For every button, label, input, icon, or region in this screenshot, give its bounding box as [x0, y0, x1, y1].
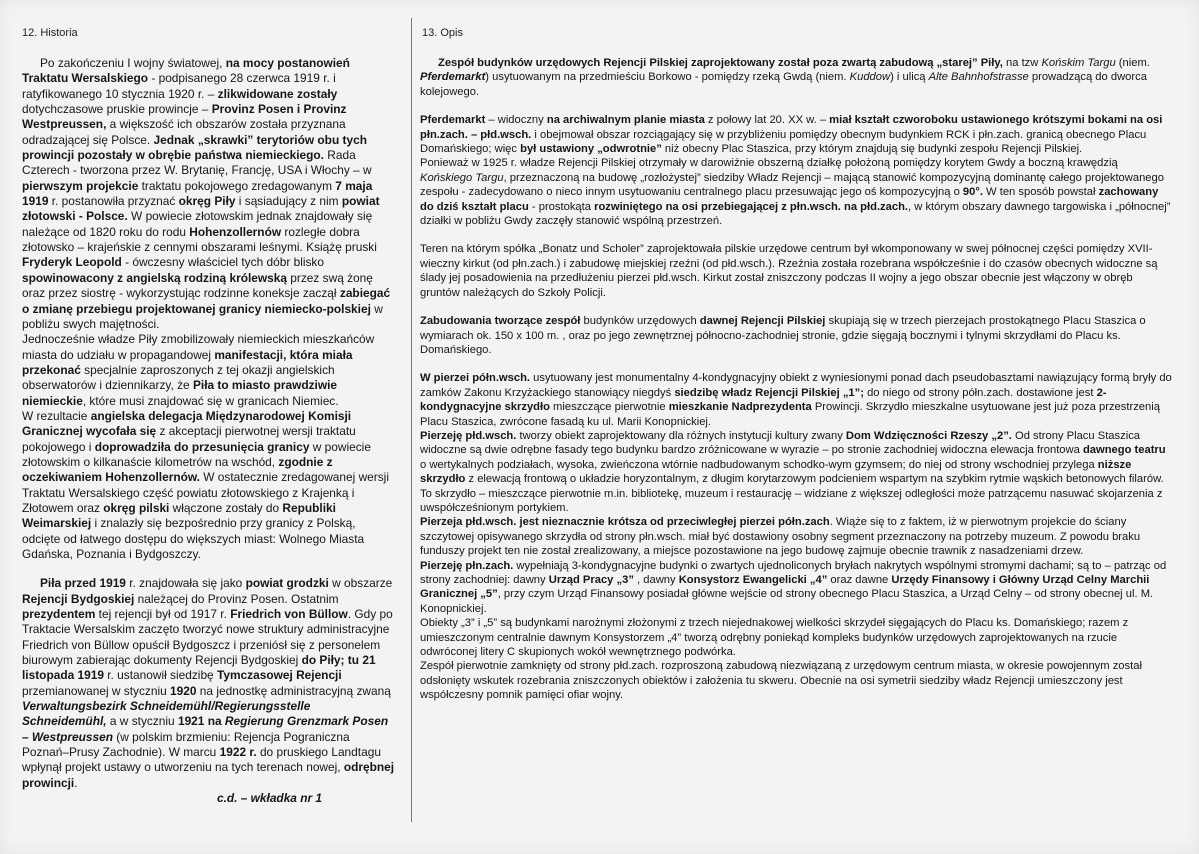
text-run: Piła przed 1919 [40, 576, 126, 591]
text-run: Obiekty „3” i „5” są budynkami narożnymi złożonymi z trzech niejednakowej wielkości skrzydeł sięgających do Placu ks. Domańskiego; razem z umieszczonym centralnie dawnym Konsystorzem „4” tworzą odrębny poniekąd kompleks budynków urzędowych zaprojektowanych na rzucie odwróconej litery C skupionych wokół wewnętrznego podwórka. [420, 617, 1129, 659]
text-run: z akceptacji pierwotnej wersji traktatu pokojowego i [22, 424, 356, 454]
text-run: do pruskiego Landtagu wpłynął projekt ustawy o utworzeniu na tych terenach nowej, [22, 745, 381, 775]
page-number-right: 13. Opis [422, 27, 463, 39]
text-run: W pierzei półn.wsch. [420, 372, 531, 385]
text-run: w pobliżu swych majętności. [22, 301, 383, 331]
text-run: 1921 na [177, 714, 225, 729]
text-run: ) usytuowanym na przedmieściu Borkowo - pomiędzy rzeką Gwdą (niem. [485, 71, 850, 84]
text-run: Alte Bahnhofstrasse [928, 71, 1029, 84]
text-run: z elewacją frontową o układzie horyzontalnym, z długim korytarzowym podcieniem wspartym na szybkim rytmie wąskich betonowych filarów. To skrzydło – mieszczące pierwotnie m.in. bibliotekę, muzeum i restaurację – widziane z większej odległości może patrzącemu nasuwać skojarzenia z uwspółcześnionym portykiem. [420, 473, 1164, 514]
text-run: dawnej Rejencji Pilskiej [699, 315, 826, 328]
text-run: o wertykalnych podziałach, wysoka, zwieńczona wtórnie nadbudowanym schodko-wym gzymsem; do niej od strony wschodniej przylega [420, 458, 1098, 471]
text-run: rozległe dobra złotowsko – krajeńskie z cennymi obszarami leśnymi. Książę pruski [22, 224, 377, 255]
text-run: - ówczesny właściciel tych dóbr blisko [121, 255, 324, 270]
text-run: w obszarze [328, 576, 393, 591]
text-run: powiat grodzki [245, 576, 329, 591]
text-run: Prowincji. Skrzydło mieszkalne usytuowane jest już poza przestrzenią Placu Staszica, zwrócone fasadą ku ul. Marii Konopnickiej. [420, 401, 1160, 428]
paragraph [420, 659, 1172, 702]
text-run: i znalazły się bezpośrednio przy granicy z Polską, odcięte od łatwego dostępu do większych miast: Wolnego Miasta Gdańska, Poznania i Bydgoszczy. [22, 516, 365, 561]
text-run: r. ustanowił siedzibę [103, 668, 217, 683]
text-run: niż obecny Plac Staszica, przy którym znajdują się budynki zespołu Rejencji Pilskiej. [661, 143, 1083, 156]
text-run: Fryderyk Leopold [22, 255, 122, 270]
text-run: Kuddow [849, 71, 891, 84]
text-run: , przeznaczoną na budowę „rozłożystej” siedziby Władz Rejencji – mającą stanowić kompozycyjną dominantę całego projektowanego zespołu - zadecydowano o nieco innym usytuowaniu centralnego placu przesuwając jego oś kompozycyjną o [420, 171, 1164, 199]
text-run: powiat złotowski - Polsce. [22, 194, 380, 224]
text-run: na tzw [1002, 57, 1042, 69]
page-number-left: 12. Historia [22, 27, 78, 39]
text-run: 1922 r. [219, 745, 257, 760]
text-run: Ponieważ w 1925 r. władze Rejencji Pilskiej otrzymały w darowiźnie obszerną działkę położoną pomiędzy korytem Gwdy a boczną krawędzią [420, 157, 1118, 170]
text-run: r. znajdowała się jako [125, 576, 246, 591]
text-run: Provinz Posen i Provinz Westpreussen, [22, 102, 347, 132]
paragraph [420, 371, 1172, 429]
text-run: Jednocześnie władze Piły zmobilizowały niemieckich mieszkańców miasta do udziału w propagandowej [22, 332, 375, 362]
paragraph [420, 559, 1172, 617]
text-run: na mocy postanowień Traktatu Wersalskiego [22, 56, 350, 86]
paragraph [22, 56, 397, 332]
text-run: - podpisanego 28 czerwca 1919 r. i ratyfikowanego 10 stycznia 1920 r. – [22, 71, 336, 101]
text-run: Republiki Weimarskiej [22, 500, 336, 531]
text-run: do Piły; tu 21 listopada 1919 [22, 653, 376, 683]
text-run: Końskim Targu [1041, 57, 1116, 69]
text-run: Końskiego Targu [420, 171, 504, 184]
text-run: Jednak „skrawki” terytoriów obu tych prowincji pozostały w obrębie państwa niemieckiego. [22, 132, 367, 163]
text-run: zabiegać o zmianę przebiegu projektowanej granicy niemiecko-polskiej [22, 286, 391, 316]
text-run: Friedrich von Büllow [230, 607, 348, 622]
text-run: na archiwalnym planie miasta [546, 114, 705, 127]
text-run: był ustawiony „odwrotnie” [520, 143, 662, 156]
paragraph [22, 409, 397, 562]
text-run: Pierzeja płd.wsch. jest nieznacznie krótsza od przeciwległej pierzei półn.zach [420, 516, 830, 529]
text-run: – widoczny [485, 114, 547, 127]
text-run: Po zakończeniu I wojny światowej, [40, 56, 226, 70]
text-run: 7 maja 1919 [22, 178, 373, 209]
text-run: prezydentem [22, 607, 96, 622]
column-divider [411, 18, 412, 822]
text-run: Regierung Grenzmark Posen – Westpreussen [22, 714, 389, 744]
text-run: Urząd Pracy „3” [548, 574, 634, 586]
text-run: , które musi znajdować się w granicach Niemiec. [82, 393, 339, 408]
text-run: oraz dawne [827, 574, 892, 586]
text-run: okręg pilski [103, 500, 170, 515]
text-run: na jednostkę administracyjną zwaną [196, 683, 391, 698]
paragraph [420, 616, 1172, 659]
description-column [420, 56, 1172, 703]
text-run: . [74, 775, 78, 790]
text-run: skupiają się w trzech pierzejach prostokątnego Placu Staszica o wymiarach ok. 150 x 100 m. , oraz po jego zewnętrznej północno-zachodniej stronie, gdzie sięgają bocznymi i tylnymi skrzydłami do Placu ks. Domańskiego. [420, 315, 1146, 356]
text-run: Zabudowania tworzące zespół [420, 315, 581, 328]
text-run: , przy czym Urząd Finansowy posiadał główne wejście od strony obecnego Placu Staszica, a Urząd Celny – od strony obecnej ul. M. Konopnickiej. [420, 588, 1154, 615]
text-run: 90°. [962, 186, 983, 199]
text-run: r. postanowiła przyznać [48, 194, 179, 209]
paragraph [420, 429, 1172, 515]
text-run: (niem. [1115, 57, 1150, 69]
text-run: dawnego teatru [1082, 444, 1166, 457]
text-run: Dom Wdzięczności Rzeszy „2”. [845, 429, 1012, 442]
text-run: zgodnie z oczekiwaniem Hohenzollernów. [22, 454, 333, 485]
text-run: W rezultacie [22, 408, 91, 423]
text-run: z połowy lat 20. XX w. – [704, 114, 830, 127]
text-run: manifestacji, która miała przekonać [22, 347, 353, 377]
text-run: 1920 [170, 683, 197, 698]
text-run: przemianowanej w styczniu [22, 683, 171, 698]
text-run: budynków urzędowych [580, 315, 700, 328]
text-run: Zespół budynków urzędowych Rejencji Pilskiej zaprojektowany został poza zwartą zabudową „starej” Piły, [438, 57, 1003, 69]
paragraph [420, 242, 1172, 300]
text-run: traktatu pokojowego zredagowanym [138, 178, 336, 193]
text-run: Zespół pierwotnie zamknięty od strony płd.zach. rozproszoną zabudową niezwiązaną z urzędowym centrum miasta, w okresie powojennym został odsłonięty wskutek rozebrania zniszczonych obiektów i założenia tu skweru. Obecnie na osi symetrii siedziby władz Rejencji umieszczony jest współczesny pomnik pamięci ofiar wojny. [420, 660, 1142, 702]
text-run: Pierzeję płd.wsch. [420, 429, 517, 442]
text-run: zlikwidowane zostały [217, 86, 338, 101]
text-run: prowadzącą do dworca kolejowego. [420, 71, 1147, 98]
continuation-note: c.d. – wkładka nr 1 [216, 791, 323, 806]
text-run: tworzy obiekt zaprojektowany dla różnych instytucji kultury zwany [516, 429, 846, 442]
text-run: do niego od strony półn.zach. dostawione jest [863, 386, 1097, 399]
text-run: włączone zostały do [169, 500, 283, 515]
text-run: mieszczące pierwotnie [549, 401, 669, 414]
text-run: Hohenzollernów [189, 224, 282, 239]
text-run: specjalnie zaproszonych z tej okazji angielskich obserwatorów i dziennikarzy, że [22, 362, 335, 393]
text-run: Pierzeję płn.zach. [420, 559, 514, 572]
text-run: tej rejencji był od 1917 r. [95, 607, 231, 622]
text-run: a w styczniu [106, 714, 178, 729]
paragraph [420, 314, 1172, 357]
text-run: Tymczasowej Rejencji [216, 668, 342, 683]
paragraph [22, 332, 397, 409]
text-run: usytuowany jest monumentalny 4-kondygnacyjny obiekt z wyniesionymi ponad dach pseudobasztami nawiązujący formą bryły do zamków Zakonu Krzyżackiego stanowiący niegdyś [420, 372, 1172, 399]
text-run: okręg Piły [178, 194, 236, 209]
text-run: 2-kondygnacyjne skrzydło [420, 386, 1107, 414]
text-run: Rejencji Bydgoskiej [22, 591, 135, 606]
text-run: angielska delegacja Międzynarodowej Komisji Granicznej wycofała się [22, 408, 352, 439]
text-run: Piła to miasto prawdziwie niemieckie [22, 378, 337, 408]
text-run: - prostokąta [528, 200, 595, 213]
text-run: wypełniają 3-kondygnacyjne budynki o zwartych ujednoliconych bryłach nakrytych wspólnymi stromymi dachami; są to – patrząc od strony zachodniej: dawny [420, 559, 1167, 586]
text-run: Od strony Placu Staszica widoczne są dwie odrębne fasady tego budynku bardzo zróżnicowane w wyrazie – po stronie zachodniej widoczna elewacja frontowa [420, 429, 1141, 457]
text-run: Konsystorz Ewangelicki „4” [678, 574, 828, 586]
text-run: , w którym obszary dawnego targowiska i „północnej” działki w pobliżu Gwdy zaczęły stanowić wspólną przestrzeń. [420, 200, 1171, 228]
text-run: Pferdemarkt [420, 114, 486, 127]
text-run: w powiecie złotowskim o kilkanaście kilometrów na wschód, [22, 439, 371, 469]
text-run: W powiecie złotowskim jednak znajdowały się należące od 1820 roku do rodu [22, 209, 373, 239]
paragraph [420, 56, 1172, 99]
text-run: a większość ich obszarów została przyznana odradzającej się Polsce. [22, 117, 346, 147]
text-run: niższe skrzydło [420, 458, 1132, 486]
paragraph [420, 515, 1172, 558]
text-run: (w polskim brzmieniu: Rejencja Pograniczna Poznań–Prusy Zachodnie). W marcu [22, 729, 350, 760]
text-run: dotychczasowe pruskie prowincje – [22, 102, 212, 117]
text-run: i sąsiadujący z nim [235, 194, 342, 209]
text-run: spowinowacony z angielską rodziną królewską [22, 270, 287, 285]
text-run: W ten sposób powstał [982, 186, 1099, 199]
text-run: Urzędy Finansowy i Główny Urząd Celny Marchii Granicznej „5” [420, 574, 1150, 601]
paragraph [420, 113, 1172, 156]
text-run: należącej do Provinz Posen. Ostatnim [134, 591, 339, 606]
text-run: Teren na którym spółka „Bonatz und Scholer” zaprojektowała pilskie urzędowe centrum był wkomponowany w swej północnej części pomiędzy XVII-wieczny kirkut (od płn.zach.) i zabudowę miejskiej rzeźni (od płd.wsch.). Rzeźnia została rozebrana współcześnie i do czasów obecnych widoczne są ślady jej posadowienia na przedłużeniu pierzei płd.wsch. Kirkut został zniszczony podczas II wojny a jego obszar obecnie jest włączony w obręb gruntów należących do Szkoły Policji. [420, 243, 1158, 299]
text-run: . Gdy po Traktacie Wersalskim zaczęto tworzyć nowe struktury administracyjne Friedrich von Büllow opuścił Bydgoszcz i przeniósł się z personelem biurowym zabierając dokumenty Rejencji Bydgoskiej [22, 607, 393, 668]
text-run: . Wiąże się to z faktem, iż w pierwotnym projekcie do ściany szczytowej opisywanego skrzydła od strony płn.wsch. miał być dostawiony osobny segment przeznaczony na potrzeby muzeum. Z powodu braku funduszy projekt ten nie został zrealizowany, a miejsce pozostawione na jego budowę zajmuje obecnie trawnik z nasadzeniami drzew. [420, 516, 1141, 558]
paragraph [420, 156, 1172, 228]
text-run: i obejmował obszar rozciągający się w przybliżeniu pomiędzy obecnym budynkiem RCK i płn.zach. granicą obecnego Placu Domańskiego; więc [420, 128, 1147, 156]
text-run: zachowany do dziś kształt placu [420, 186, 1159, 213]
text-run: W ostatecznie zredagowanej wersji Traktatu Wersalskiego część powiatu złotowskiego z Krajenką i Złotowem oraz [22, 470, 389, 515]
text-run: Verwaltungsbezirk Schneidemühl/Regierungsstelle Schneidemühl, [22, 699, 311, 729]
paragraph [22, 576, 397, 791]
text-run: siedzibę władz Rejencji Pilskiej „1”; [674, 386, 864, 399]
text-run: Pferdemarkt [420, 71, 486, 84]
text-run: doprowadziła do przesunięcia granicy [94, 439, 310, 454]
text-run: miał kształt czworoboku ustawionego krótszymi bokami na osi płn.zach. – płd.wsch. [420, 114, 1163, 141]
text-run: przez swą żonę oraz przez siostrę - wykorzystując rodzinne koneksje zaczął [22, 270, 373, 301]
text-run: mieszkanie Nadprezydenta [668, 401, 812, 414]
history-column [22, 56, 397, 807]
text-run: , dawny [633, 574, 679, 586]
text-run: pierwszym projekcie [22, 178, 139, 193]
text-run: odrębnej prowincji [22, 760, 395, 790]
text-run: rozwiniętego na osi przebiegającej z płn.wsch. na płd.zach. [594, 200, 909, 213]
text-run: Rada Czterech - tworzona przez W. Brytanię, Francję, USA i Włochy – w [22, 148, 372, 178]
text-run: ) i ulicą [890, 71, 929, 84]
